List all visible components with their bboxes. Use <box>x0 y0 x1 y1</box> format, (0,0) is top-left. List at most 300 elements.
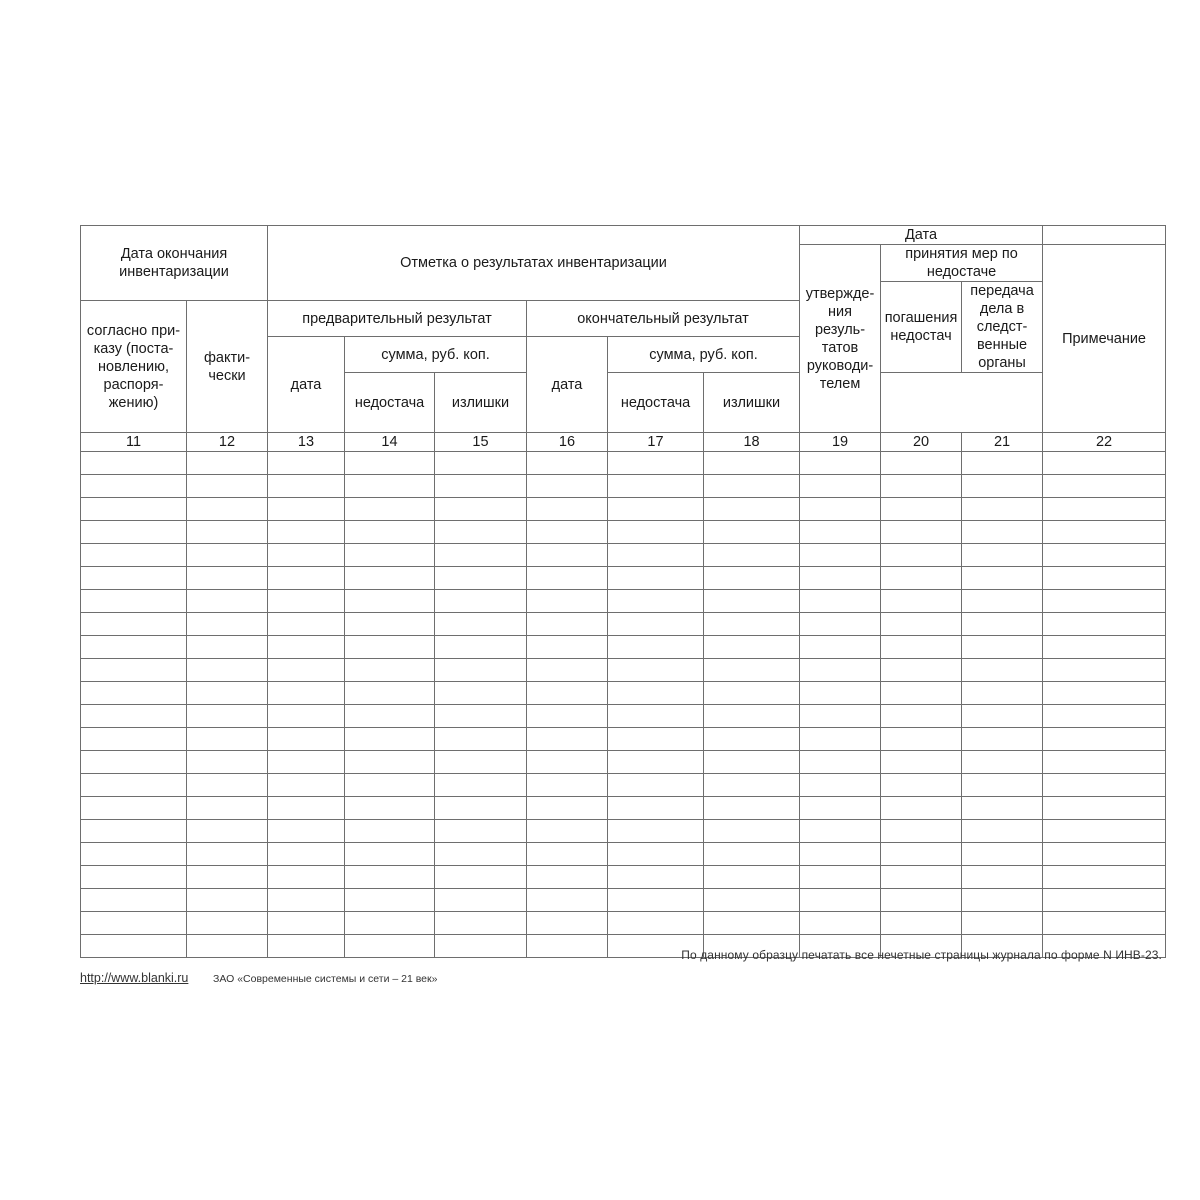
blank-cell <box>704 751 800 774</box>
table-row <box>81 705 1166 728</box>
blank-cell <box>81 544 187 567</box>
blank-cell <box>608 797 704 820</box>
blank-cell <box>704 613 800 636</box>
blank-cell <box>81 521 187 544</box>
blank-cell <box>704 475 800 498</box>
blank-cell <box>345 452 435 475</box>
blank-cell <box>187 774 268 797</box>
blank-cell <box>962 797 1043 820</box>
blank-cell <box>704 820 800 843</box>
column-number: 19 <box>800 433 881 452</box>
blank-cell <box>435 866 527 889</box>
blank-cell <box>1043 452 1166 475</box>
table-row <box>81 889 1166 912</box>
blank-cell <box>608 820 704 843</box>
blank-cell <box>81 636 187 659</box>
blank-cell <box>962 912 1043 935</box>
table-row <box>81 912 1166 935</box>
blank-cell <box>962 475 1043 498</box>
blank-cell <box>268 636 345 659</box>
column-number: 15 <box>435 433 527 452</box>
blank-cell <box>881 659 962 682</box>
blank-cell <box>962 774 1043 797</box>
blank-cell <box>187 659 268 682</box>
blank-cell <box>1043 774 1166 797</box>
blank-cell <box>800 866 881 889</box>
blank-cell <box>527 682 608 705</box>
website-link[interactable]: http://www.blanki.ru <box>80 971 189 985</box>
blank-cell <box>704 567 800 590</box>
blank-cell <box>1043 820 1166 843</box>
blank-cell <box>527 820 608 843</box>
blank-cell <box>1043 889 1166 912</box>
blank-cell <box>881 774 962 797</box>
blank-cell <box>268 866 345 889</box>
table-row <box>81 544 1166 567</box>
blank-cell <box>962 521 1043 544</box>
blank-cell <box>881 912 962 935</box>
measures-header: принятия мер по недостаче <box>881 245 1043 282</box>
column-number: 18 <box>704 433 800 452</box>
blank-cell <box>704 705 800 728</box>
blank-cell <box>435 774 527 797</box>
table-row <box>81 452 1166 475</box>
note-header: Примечание <box>1043 245 1166 433</box>
blank-cell <box>268 797 345 820</box>
blank-cell <box>704 590 800 613</box>
transfer-header: передача дела в следст- венные органы <box>962 282 1043 373</box>
blank-cell <box>345 590 435 613</box>
blank-cell <box>268 751 345 774</box>
blank-cell <box>81 498 187 521</box>
blank-cell <box>962 613 1043 636</box>
blank-cell <box>881 636 962 659</box>
blank-cell <box>345 544 435 567</box>
print-instruction-note: По данному образцу печатать все нечетные страницы журнала по форме N ИНВ-23. <box>681 948 1162 962</box>
blank-cell <box>800 475 881 498</box>
blank-cell <box>187 751 268 774</box>
column-number: 20 <box>881 433 962 452</box>
blank-cell <box>435 843 527 866</box>
blank-cell <box>187 820 268 843</box>
blank-cell <box>345 843 435 866</box>
blank-cell <box>1043 544 1166 567</box>
blank-cell <box>704 544 800 567</box>
blank-cell <box>527 728 608 751</box>
blank-cell <box>704 797 800 820</box>
end-date-group-header: Дата окончания инвентаризации <box>81 226 268 301</box>
blank-cell <box>881 613 962 636</box>
blank-cell <box>345 498 435 521</box>
blank-cell <box>187 636 268 659</box>
blank-cell <box>608 498 704 521</box>
blank-cell <box>345 774 435 797</box>
column-number: 17 <box>608 433 704 452</box>
date-group-header: Дата <box>800 226 1043 245</box>
blank-cell <box>704 659 800 682</box>
table-row <box>81 636 1166 659</box>
blank-cell <box>345 705 435 728</box>
blank-cell <box>345 728 435 751</box>
table-row <box>81 475 1166 498</box>
prelim-date-header: дата <box>268 337 345 433</box>
blank-cell <box>187 843 268 866</box>
blank-cell <box>527 705 608 728</box>
blank-cell <box>704 889 800 912</box>
blank-cell <box>268 475 345 498</box>
blank-cell <box>800 820 881 843</box>
prelim-shortage-header: недостача <box>345 373 435 433</box>
approval-header: утвержде- ния резуль- татов руководи- телем <box>800 245 881 433</box>
blank-cell <box>268 774 345 797</box>
column-number: 16 <box>527 433 608 452</box>
blank-cell <box>608 567 704 590</box>
blank-cell <box>608 843 704 866</box>
blank-cell <box>608 866 704 889</box>
blank-cell <box>435 475 527 498</box>
column-number: 22 <box>1043 433 1166 452</box>
blank-cell <box>881 728 962 751</box>
blank-cell <box>962 636 1043 659</box>
blank-cell <box>608 521 704 544</box>
blank-cell <box>881 866 962 889</box>
blank-cell <box>800 498 881 521</box>
per-order-header: согласно при- казу (поста- новлению, распоря- жению) <box>81 301 187 433</box>
blank-cell <box>1043 613 1166 636</box>
blank-cell <box>881 682 962 705</box>
blank-cell <box>881 567 962 590</box>
blank-cell <box>527 636 608 659</box>
blank-cell <box>962 866 1043 889</box>
blank-cell <box>187 935 268 958</box>
blank-cell <box>435 935 527 958</box>
blank-cell <box>435 544 527 567</box>
blank-cell <box>1043 866 1166 889</box>
blank-cell <box>81 728 187 751</box>
blank-cell <box>1043 659 1166 682</box>
table-row <box>81 797 1166 820</box>
table-row <box>81 682 1166 705</box>
blank-cell <box>800 705 881 728</box>
blank-cell <box>527 521 608 544</box>
blank-cell <box>345 866 435 889</box>
blank-cell <box>435 705 527 728</box>
blank-cell <box>527 751 608 774</box>
blank-cell <box>435 498 527 521</box>
blank-cell <box>1043 521 1166 544</box>
blank-cell <box>435 636 527 659</box>
blank-cell <box>881 521 962 544</box>
company-name: ЗАО «Современные системы и сети – 21 век» <box>213 973 438 985</box>
blank-cell <box>527 797 608 820</box>
blank-cell <box>962 751 1043 774</box>
blank-cell <box>800 728 881 751</box>
blank-cell <box>527 498 608 521</box>
blank-cell <box>268 659 345 682</box>
blank-cell <box>527 843 608 866</box>
blank-cell <box>81 866 187 889</box>
preliminary-result-header: предварительный результат <box>268 301 527 337</box>
blank-cell <box>527 567 608 590</box>
blank-cell <box>345 521 435 544</box>
table-row <box>81 866 1166 889</box>
blank-cell <box>800 912 881 935</box>
blank-cell <box>800 590 881 613</box>
blank-cell <box>704 498 800 521</box>
blank-cell <box>527 889 608 912</box>
blank-cell <box>81 682 187 705</box>
blank-cell <box>962 452 1043 475</box>
table-row <box>81 751 1166 774</box>
blank-cell <box>268 590 345 613</box>
table-row <box>81 774 1166 797</box>
final-surplus-header: излишки <box>704 373 800 433</box>
blank-cell <box>881 544 962 567</box>
blank-cell <box>435 820 527 843</box>
table-row <box>81 613 1166 636</box>
blank-cell <box>81 659 187 682</box>
blank-cell <box>268 567 345 590</box>
final-result-header: окончательный результат <box>527 301 800 337</box>
blank-cell <box>881 843 962 866</box>
table-row <box>81 567 1166 590</box>
blank-cell <box>345 682 435 705</box>
blank-cell <box>608 705 704 728</box>
column-number: 21 <box>962 433 1043 452</box>
blank-cell <box>704 728 800 751</box>
blank-cell <box>527 475 608 498</box>
blank-cell <box>962 659 1043 682</box>
column-number: 12 <box>187 433 268 452</box>
blank-cell <box>435 521 527 544</box>
blank-cell <box>800 889 881 912</box>
blank-cell <box>268 912 345 935</box>
blank-cell <box>345 912 435 935</box>
blank-cell <box>81 475 187 498</box>
blank-cell <box>435 682 527 705</box>
blank-cell <box>81 797 187 820</box>
blank-cell <box>881 590 962 613</box>
blank-cell <box>608 728 704 751</box>
blank-cell <box>81 774 187 797</box>
blank-cell <box>800 843 881 866</box>
blank-cell <box>268 843 345 866</box>
blank-cell <box>608 682 704 705</box>
blank-cell <box>435 659 527 682</box>
blank-cell <box>608 590 704 613</box>
blank-cell <box>81 590 187 613</box>
blank-cell <box>962 728 1043 751</box>
blank-cell <box>608 544 704 567</box>
blank-cell <box>187 613 268 636</box>
column-number: 13 <box>268 433 345 452</box>
prelim-amount-header: сумма, руб. коп. <box>345 337 527 373</box>
blank-cell <box>527 912 608 935</box>
blank-cell <box>1043 498 1166 521</box>
blank-cell <box>435 912 527 935</box>
blank-cell <box>268 613 345 636</box>
column-number: 11 <box>81 433 187 452</box>
blank-cell <box>187 521 268 544</box>
blank-cell <box>187 682 268 705</box>
blank-cell <box>704 912 800 935</box>
blank-cell <box>527 452 608 475</box>
blank-cell <box>345 659 435 682</box>
blank-cell <box>704 866 800 889</box>
blank-cell <box>608 613 704 636</box>
blank-cell <box>608 889 704 912</box>
blank-cell <box>527 774 608 797</box>
blank-cell <box>187 590 268 613</box>
blank-cell <box>608 774 704 797</box>
blank-cell <box>962 682 1043 705</box>
blank-cell <box>962 705 1043 728</box>
blank-cell <box>435 567 527 590</box>
blank-cell <box>704 636 800 659</box>
blank-cell <box>800 659 881 682</box>
blank-cell <box>81 912 187 935</box>
blank-cell <box>187 889 268 912</box>
blank-cell <box>435 728 527 751</box>
blank-cell <box>345 751 435 774</box>
blank-cell <box>704 682 800 705</box>
blank-cell <box>187 544 268 567</box>
blank-cell <box>435 452 527 475</box>
blank-cell <box>187 866 268 889</box>
blank-cell <box>81 567 187 590</box>
blank-cell <box>704 774 800 797</box>
blank-cell <box>704 521 800 544</box>
blank-cell <box>800 636 881 659</box>
blank-cell <box>608 452 704 475</box>
blank-cell <box>881 475 962 498</box>
blank-cell <box>608 636 704 659</box>
blank-cell <box>962 820 1043 843</box>
blank-cell <box>1043 590 1166 613</box>
blank-cell <box>962 843 1043 866</box>
blank-cell <box>1043 682 1166 705</box>
blank-cell <box>800 567 881 590</box>
blank-cell <box>435 889 527 912</box>
blank-cell <box>1043 912 1166 935</box>
blank-header-cell <box>1043 226 1166 245</box>
blank-cell <box>962 567 1043 590</box>
blank-cell <box>345 636 435 659</box>
table-row <box>81 590 1166 613</box>
blank-cell <box>81 751 187 774</box>
blank-cell <box>345 935 435 958</box>
blank-cell <box>881 498 962 521</box>
blank-cell <box>345 475 435 498</box>
blank-cell <box>81 843 187 866</box>
blank-cell <box>608 659 704 682</box>
blank-cell <box>268 521 345 544</box>
blank-cell <box>187 452 268 475</box>
blank-cell <box>187 567 268 590</box>
blank-cell <box>800 751 881 774</box>
blank-cell <box>881 797 962 820</box>
blank-cell <box>268 820 345 843</box>
blank-cell <box>527 590 608 613</box>
blank-cell <box>187 797 268 820</box>
table-row <box>81 498 1166 521</box>
table-row <box>81 820 1166 843</box>
blank-cell <box>881 705 962 728</box>
blank-cell <box>1043 475 1166 498</box>
blank-cell <box>268 544 345 567</box>
blank-cell <box>268 935 345 958</box>
inventory-journal-table <box>80 225 1166 958</box>
blank-cell <box>1043 751 1166 774</box>
blank-cell <box>187 705 268 728</box>
blank-cell <box>1043 567 1166 590</box>
blank-cell <box>187 475 268 498</box>
blank-cell <box>1043 797 1166 820</box>
blank-cell <box>187 912 268 935</box>
blank-cell <box>268 889 345 912</box>
blank-cell <box>345 797 435 820</box>
blank-cell <box>1043 636 1166 659</box>
blank-cell <box>881 820 962 843</box>
blank-cell <box>881 751 962 774</box>
table-row <box>81 659 1166 682</box>
actual-header: факти- чески <box>187 301 268 433</box>
table-row <box>81 843 1166 866</box>
blank-cell <box>704 452 800 475</box>
prelim-surplus-header: излишки <box>435 373 527 433</box>
blank-cell <box>268 682 345 705</box>
blank-cell <box>81 705 187 728</box>
blank-cell <box>435 613 527 636</box>
blank-cell <box>608 912 704 935</box>
blank-cell <box>704 843 800 866</box>
column-number-row <box>81 433 1166 452</box>
blank-cell <box>881 889 962 912</box>
blank-cell <box>527 935 608 958</box>
blank-cell <box>608 475 704 498</box>
blank-cell <box>527 613 608 636</box>
blank-cell <box>800 797 881 820</box>
blank-cell <box>800 682 881 705</box>
blank-cell <box>1043 843 1166 866</box>
final-amount-header: сумма, руб. коп. <box>608 337 800 373</box>
blank-cell <box>268 452 345 475</box>
blank-cell <box>962 498 1043 521</box>
column-number: 14 <box>345 433 435 452</box>
blank-cell <box>435 751 527 774</box>
blank-cell <box>345 820 435 843</box>
blank-cell <box>527 659 608 682</box>
blank-cell <box>345 889 435 912</box>
blank-cell <box>800 544 881 567</box>
blank-cell <box>962 544 1043 567</box>
final-date-header: дата <box>527 337 608 433</box>
blank-cell <box>962 889 1043 912</box>
table-row <box>81 521 1166 544</box>
blank-cell <box>527 866 608 889</box>
blank-cell <box>268 728 345 751</box>
blank-cell <box>81 613 187 636</box>
blank-cell <box>187 498 268 521</box>
blank-cell <box>81 452 187 475</box>
blank-cell <box>345 567 435 590</box>
blank-cell <box>608 751 704 774</box>
blank-cell <box>881 452 962 475</box>
repayment-header: погашения недостач <box>881 282 962 373</box>
blank-cell <box>268 705 345 728</box>
blank-cell <box>81 935 187 958</box>
blank-cell <box>800 521 881 544</box>
